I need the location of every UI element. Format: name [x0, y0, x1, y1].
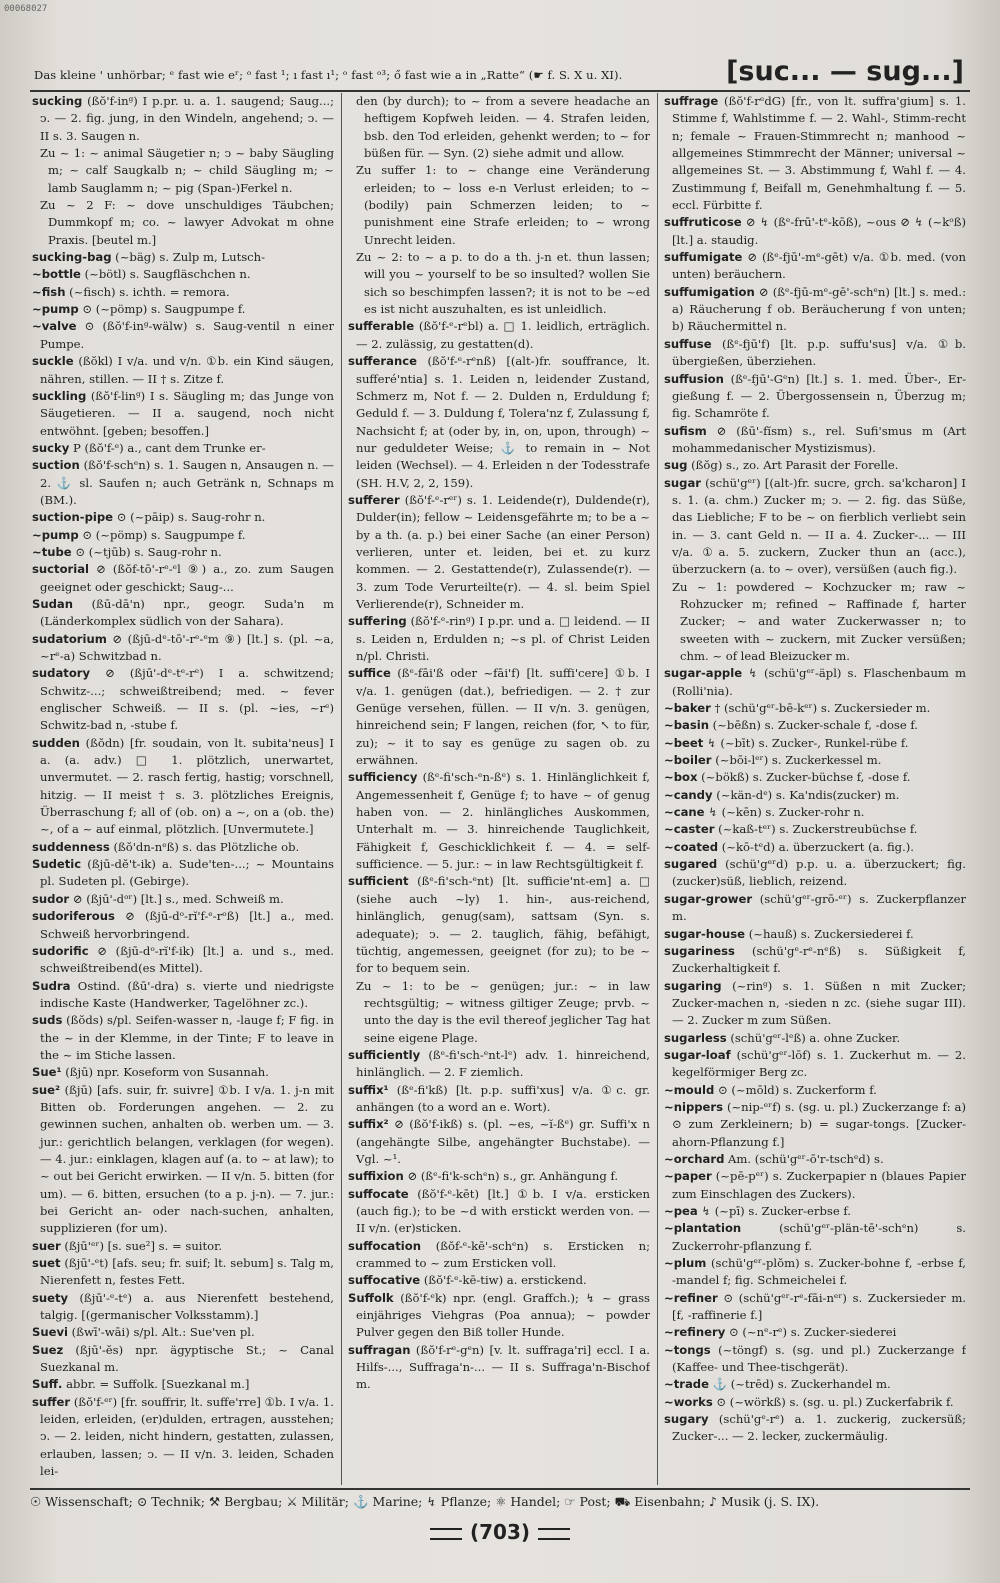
dictionary-entry — [32, 856, 334, 891]
headword: ~pea — [664, 1204, 698, 1218]
entry-text: (ßjū'-ĕs) npr. ägyptische St.; ~ Canal Suezkanal m. — [40, 1342, 334, 1375]
entry-text: (ßᵉ-fjū'-Gᵉn) [lt.] s. 1. med. Über-, Er-gießung f. — 2. Übergossensein n, Überzug m; fig. Schamröte f. — [672, 371, 966, 421]
dictionary-entry — [32, 145, 334, 197]
dictionary-entry — [348, 1238, 650, 1273]
headword: suffuse — [664, 336, 712, 351]
entry-text: ↯ (~bīt) s. Zucker-, Runkel-rübe f. — [703, 735, 909, 750]
symbol-legend: ☉ Wissenschaft; ⊙ Technik; ⚒ Bergbau; ⚔ Militär; ⚓ Marine; ↯ Pflanze; ⚛ Handel; ☞ Post; ⛟ Eisenbahn; ♪ Musik (j. S. IX). — [30, 1494, 820, 1509]
headword: suckle — [32, 354, 74, 369]
headword: suer — [32, 1238, 61, 1253]
headword: Sudetic — [32, 857, 82, 872]
headword: sugaring — [664, 978, 722, 993]
entry-text: (ßjū'-ᵉt) [afs. seu; fr. suif; lt. sebum] s. Talg m, Nierenfett n, festes Fett. — [40, 1256, 334, 1288]
headword: suet — [32, 1256, 61, 1271]
dictionary-entry — [348, 492, 650, 613]
entry-text: ⊘ ↯ (ßᵉ-frū'-tᵉ-kōß), ~ous ⊘ ↯ (~kᵒß) [lt.] a. staudig. — [672, 215, 966, 247]
entry-text: (~bēßn) s. Zucker-schale f, -dose f. — [708, 718, 918, 733]
dictionary-entry — [32, 318, 334, 353]
dictionary-entry — [348, 162, 650, 249]
entry-text: (ßŏ'f-ᵉʳ) [fr. souffrir, lt. suffe'rre] ①b. I v/a. 1. leiden, erleiden, (er)dulden, ertragen, ausstehen; ↄ. — 2. leiden, nicht hindern, gestatten, zulassen, erlauben, lassen; ↄ. — II v/n. 3. leiden, Schaden lei- — [40, 1394, 334, 1479]
dictionary-entry — [32, 249, 334, 266]
entry-text: (~bōi-lᵉʳ) s. Zuckerkessel m. — [711, 753, 882, 768]
dictionary-entry — [664, 735, 966, 752]
dictionary-entry — [348, 1168, 650, 1185]
headword: sugariness — [664, 943, 735, 958]
entry-text: ⊘ (ßŏ'f-ikß) s. (pl. ~es, ~ĭ-ßᵉ) gr. Suffi'x n (angehängte Silbe, angehängter Buchstabe). — Vgl. ~¹. — [356, 1117, 650, 1166]
dictionary-entry — [664, 371, 966, 423]
entry-text: (~töngf) s. (sg. und pl.) Zuckerzange f (Kaffee- und Thee-tischgerät). — [672, 1342, 966, 1375]
dictionary-entry — [664, 1394, 966, 1411]
dictionary-entry — [348, 1082, 650, 1117]
dictionary-entry — [664, 926, 966, 943]
headword: sufferer — [348, 492, 400, 507]
page-number: 703 — [479, 1520, 521, 1544]
dictionary-entry — [32, 1394, 334, 1481]
entry-text: Zu ~ 2 F: ~ dove unschuldiges Täubchen; Dummkopf m; co. ~ lawyer Advokat m ohne Praxis. [beutel m.] — [40, 198, 334, 247]
headword: suffocative — [348, 1273, 421, 1288]
headword: suffix¹ — [348, 1082, 389, 1097]
entry-columns — [32, 93, 970, 1485]
dictionary-entry — [664, 1168, 966, 1203]
dictionary-entry — [348, 1342, 650, 1394]
dictionary-entry — [348, 1116, 650, 1168]
dictionary-entry — [664, 856, 966, 891]
entry-text: ⊘ (ßjū-dᵒ-rĭ'f-ik) [lt.] a. und s., med. schweißtreibend(es Mittel). — [40, 943, 334, 976]
entry-text: P (ßŏ'f-ᵉ) a., cant dem Trunke er- — [69, 440, 266, 455]
headword: sucking-bag — [32, 250, 112, 265]
dictionary-entry — [32, 1376, 334, 1393]
dictionary-entry — [32, 908, 334, 943]
entry-text: abbr. = Suffolk. [Suezkanal m.] — [62, 1377, 250, 1392]
dictionary-entry — [664, 1376, 966, 1393]
headword: suction-pipe — [32, 510, 114, 525]
entry-text: ⊘ (ßᵉ-fjū-mᵉ-gē'-schᵉn) [lt.] s. med.: a) Räucherung f ob. Beräucherung f von unten; b) Räuchermittel n. — [672, 284, 966, 334]
entry-text: ⊙ (schü'gᵉʳ-rᵉ-fāi-nᵉʳ) s. Zuckersieder m. [f, -raffinerie f.] — [672, 1290, 966, 1323]
headword: ~refinery — [664, 1325, 726, 1340]
dictionary-entry — [664, 821, 966, 838]
dictionary-entry — [664, 1151, 966, 1168]
headword: ~valve — [32, 319, 77, 334]
headword: ~plantation — [664, 1221, 742, 1236]
dictionary-entry — [664, 475, 966, 579]
entry-text: (ßŏ'f-ᵉ-rᵉʳ) s. 1. Leidende(r), Duldende(r), Dulder(in); fellow ~ Leidensgefährte m; to be a ~ by a th. (a. p.) bei einer Sache (an einer Person) verlieren, unter et. leiden, bei et. zu kurz kommen. — 2. Gestattende(r), Zulassende(r). — 3. zum Tode Verurteilte(r). — 4. sl. beim Spiel Verlierende(r), Schneider m. — [356, 492, 650, 611]
headword: suffocation — [348, 1238, 421, 1253]
headword: ~orchard — [664, 1151, 725, 1166]
entry-text: ⊙ (~nᵉ-rᵉ) s. Zucker-siederei — [725, 1325, 897, 1340]
headword: sufficiently — [348, 1047, 421, 1062]
entry-text: (ßwī'-wāi) s/pl. Alt.: Sue'ven pl. — [68, 1325, 255, 1340]
headword: Sudra — [32, 978, 71, 993]
headword: sue² — [32, 1082, 61, 1097]
decorative-bars — [430, 1528, 462, 1540]
dictionary-entry — [32, 665, 334, 734]
entry-text: (ßᵉ-fjū'f) [lt. p.p. suffu'sus] v/a. ①b. übergießen, überziehen. — [672, 336, 966, 369]
dictionary-entry — [664, 214, 966, 249]
entry-text: (schü'gᵉʳ-lᵉß) a. ohne Zucker. — [726, 1030, 901, 1045]
dictionary-entry — [664, 1047, 966, 1082]
headword: ~plum — [664, 1256, 707, 1271]
entry-text: Zu ~ 1: to be ~ genügen; jur.: ~ in law rechtsgültig; ~ witness giltiger Zeuge; prvb. ~ unto the day is the evil thereof jeglicher Tag hat seine eigene Plage. — [356, 978, 650, 1045]
pronunciation-guide: Das kleine ' unhörbar; ᵉ fast wie eʳ; ᵒ fast ¹; ı fast ı¹; ᵒ fast ᵒ³; ő fast wie a in „Ratte“ (☛ f. S. X u. XI). — [34, 68, 623, 82]
dictionary-entry — [664, 457, 966, 474]
headword: ~boiler — [664, 753, 712, 768]
headword: ~bottle — [32, 267, 81, 282]
headword: ~pump — [32, 302, 79, 317]
dictionary-entry — [664, 1290, 966, 1325]
entry-text: Zu ~ 1: ~ animal Säugetier n; ↄ ~ baby Säugling m; ~ calf Saugkalb n; ~ child Säugling m; ~ lamb Sauglamm n; ~ pig (Span-)Ferkel n. — [40, 146, 334, 195]
entry-text: ⊙ (~pömp) s. Saugpumpe f. — [78, 527, 246, 542]
entry-text: (ßŏ'f-ᵉ-rᵉnß) [(alt-)fr. souffrance, lt. sufferé'ntia] s. 1. Leiden n, leidender Zustand, Schmerz m, Not f. — 2. Dulden n, Erduldung f; Geduld f. — 3. Duldung f, Tolera'nz f, Zulassung f, Nachsicht f; at (oder by, in, on, upon, through) ~ nur geduldeter Weise; ⚓ to remain in ~ Not leiden (Wechsel). — 4. Erleiden n der Todesstrafe (SH. H.V, 2, 2, 159). — [356, 354, 650, 490]
headword: ~refiner — [664, 1290, 718, 1305]
dictionary-entry — [32, 1082, 334, 1238]
dictionary-entry — [32, 509, 334, 526]
headword: sudorific — [32, 943, 89, 958]
headword: Suevi — [32, 1325, 68, 1340]
dictionary-entry — [664, 579, 966, 666]
entry-text: (ßŏg) s., zo. Art Parasit der Forelle. — [687, 458, 899, 473]
entry-text: (ßᵉ-fi'sch-ᵉnt-lᵉ) adv. 1. hinreichend, hinlänglich. — 2. F ziemlich. — [356, 1047, 650, 1080]
entry-text: ⊙ (~mōld) s. Zuckerform f. — [714, 1082, 877, 1097]
entry-text: (ßŏ'f-linᵍ) I s. Säugling m; das Junge von Säugetieren. — II a. saugend, noch nicht entwöhnt. [geben; besoffen.] — [40, 388, 334, 438]
entry-text: (schü'gᵉʳd) p.p. u. a. überzuckert; fig. (zucker)süß, lieblich, reizend. — [672, 857, 966, 889]
dictionary-entry — [664, 1030, 966, 1047]
entry-text: ⊙ (~wörkß) s. (sg. u. pl.) Zuckerfabrik f. — [712, 1394, 954, 1409]
headword: suffumigation — [664, 284, 755, 299]
headword: Suez — [32, 1342, 64, 1357]
headword: suffering — [348, 614, 407, 629]
entry-text: (schü'gᵉʳ-plŏm) s. Zucker-bohne f, -erbse f, -mandel f; fig. Schmeichelei f. — [672, 1256, 966, 1288]
headword: ~works — [664, 1394, 713, 1409]
headword: suffruticose — [664, 215, 742, 230]
entry-text: (schü'gᵉʳ-plän-tē'-schᵉn) s. Zuckerrohr-pflanzung f. — [672, 1221, 966, 1253]
column-2 — [348, 93, 650, 1485]
dictionary-entry — [664, 423, 966, 458]
dictionary-entry — [664, 787, 966, 804]
headword: ~trade — [664, 1377, 709, 1392]
entry-text: (ßŏ'f-ᵉk) npr. (engl. Graffch.); ↯ ~ grass einjähriges Viehgras (Poa annua); ~ powder Pulver gegen den Biß toller Hunde. — [356, 1290, 650, 1340]
entry-text: (~kaß-tᵉʳ) s. Zuckerstreubüchse f. — [714, 822, 918, 837]
entry-text: (~kän-dᵉ) s. Ka'ndis(zucker) m. — [712, 787, 900, 802]
entry-text: (~nip-ᵉʳf) s. (sg. u. pl.) Zuckerzange f: a) ⊙ zum Zerkleinern; b) = sugar-tongs. [Zucker-ahorn-Pflanzung f.] — [672, 1099, 966, 1149]
entry-text: (schü'gᵉ-rᵉ-nᵉß) s. Süßigkeit f, Zuckerhaltigkeit f. — [672, 943, 966, 976]
headword: sugar-house — [664, 926, 746, 941]
dictionary-entry — [32, 891, 334, 908]
scan-id: 00068027 — [4, 4, 48, 14]
dictionary-entry — [348, 249, 650, 318]
entry-text: (ßjū'ᵉʳ) [s. sue²] s. = suitor. — [60, 1238, 223, 1253]
dictionary-entry — [664, 769, 966, 786]
entry-text: (schü'gᵉ-rᵉ) a. 1. zuckerig, zuckersüß; Zucker-... — 2. lecker, zuckermäulig. — [672, 1412, 966, 1444]
dictionary-entry — [32, 1255, 334, 1290]
dictionary-entry — [664, 978, 966, 1030]
entry-text: ⊘ (ßᵉ-fi'k-schᵉn) s., gr. Anhängung f. — [403, 1169, 619, 1184]
entry-text: (~pē-pᵉʳ) s. Zuckerpapier n (blaues Papier zum Einschlagen des Zuckers). — [672, 1169, 966, 1201]
entry-text: Ostind. (ßū'-dra) s. vierte und niedrigste indische Kaste (Handwerker, Tagelöhner zc.). — [40, 978, 334, 1010]
dictionary-entry — [664, 1082, 966, 1099]
dictionary-entry — [664, 336, 966, 371]
headword: sudor — [32, 891, 70, 906]
entry-text: ⚓ (~trēd) s. Zuckerhandel m. — [708, 1377, 891, 1392]
dictionary-entry — [32, 1238, 334, 1255]
headword: suffixion — [348, 1169, 404, 1184]
headword: sugarless — [664, 1030, 727, 1045]
headword: sugar-grower — [664, 891, 753, 906]
headword: suction — [32, 458, 80, 473]
dictionary-entry — [664, 839, 966, 856]
dictionary-entry — [664, 717, 966, 734]
headword: ~tube — [32, 544, 72, 559]
entry-text: (ßjū'-ᵉ-tᵉ) a. aus Nierenfett bestehend, talgig. [(germanischer Volksstamm).] — [40, 1290, 334, 1323]
dictionary-entry — [664, 943, 966, 978]
dictionary-entry — [664, 700, 966, 717]
entry-text: Zu suffer 1: to ~ change eine Veränderung erleiden; to ~ loss e-n Verlust erleiden; to ~ (bodily) pain Schmerzen leiden; to ~ punishment eine Strafe erleiden; to ~ wrong Unrecht leiden. — [356, 163, 650, 247]
dictionary-entry — [664, 1203, 966, 1220]
headword: suffrage — [664, 94, 719, 108]
entry-text: (ßjū) npr. Koseform von Susannah. — [61, 1065, 269, 1080]
entry-text: (ßŏ'f-ᵉ-rᵉbl) a. □ 1. leidlich, erträglich. — 2. zulässig, zu gestatten(d). — [356, 319, 650, 351]
headword: ~pump — [32, 527, 79, 542]
headword: ~fish — [32, 284, 66, 299]
entry-text: ⊙ (~tjūb) s. Saug-rohr n. — [71, 544, 222, 559]
headword: sufferable — [348, 319, 415, 334]
entry-text: (ßjū-dĕ't-ik) a. Sude'ten-...; ~ Mountains pl. Sudeten pl. (Gebirge). — [40, 857, 334, 889]
dictionary-entry — [348, 1272, 650, 1289]
headword: Suffolk — [348, 1290, 394, 1305]
entry-text: Zu ~ 2: to ~ a p. to do a th. j-n et. thun lassen; will you ~ yourself to be so insulted? wollen Sie sich so beschimpfen lassen?; it is not to be ~ed es ist nicht auszuhalten, es ist unleidlich. — [356, 250, 650, 317]
headword: ~mould — [664, 1082, 715, 1097]
entry-text: (ßŏ'f-rᵉdG) [fr., von lt. suffra'gium] s. 1. Stimme f, Wahlstimme f. — 2. Wahl-, Stimm-recht n; female ~ Frauen-Stimmrecht n; manhood ~ allgemeines Stimmrecht der Männer; universal ~ allgemeines St. — 3. Abstimmung f, Wahl f. — 4. Zustimmung f, Beifall m, Genehmhaltung f. — 5. eccl. Fürbitte f. — [672, 94, 966, 213]
entry-text: (ßū-dā'n) npr., geogr. Suda'n m (Länderkomplex südlich von der Sahara). — [40, 596, 334, 629]
entry-text: ⊘ (ßū'-fĭsm) s., rel. Sufi'smus m (Art mohammedanischer Mystizismus). — [672, 423, 966, 455]
headword: suddenness — [32, 839, 110, 854]
headword: sugar-loaf — [664, 1047, 731, 1062]
headword: suffragan — [348, 1342, 411, 1357]
headword: sufism — [664, 423, 707, 438]
headword: suctorial — [32, 562, 90, 577]
dictionary-entry — [348, 665, 650, 769]
dictionary-entry — [664, 891, 966, 926]
entry-text: (~bökß) s. Zucker-büchse f, -dose f. — [697, 770, 911, 785]
headword: sucky — [32, 440, 70, 455]
headword: sug — [664, 458, 688, 473]
headword: suds — [32, 1013, 63, 1028]
entry-text: (schü'gᵉʳ) [(alt-)fr. sucre, grch. sa'kcharon] I s. 1. (a. chm.) Zucker m; ↄ. — 2. fig. das Süße, das Liebliche; F to be ~ on fierblich verliebt sein in. — 3. cant Geld n. — II a. 4. Zucker-... — III v/a. ①a. 5. zuckern, Zucker thun an (acc.), überzuckern (a. to ~ over), versüßen (auch fig.). — [672, 475, 966, 577]
dictionary-entry — [32, 943, 334, 978]
entry-text: ↯ (~pī) s. Zucker-erbse f. — [697, 1204, 851, 1218]
headword: sudoriferous — [32, 909, 115, 924]
page-number-area: (703) — [0, 1520, 1000, 1560]
dictionary-entry — [32, 440, 334, 457]
headword: suffer — [32, 1394, 71, 1409]
decorative-bars — [538, 1528, 570, 1540]
column-1 — [32, 93, 334, 1485]
dictionary-entry — [348, 1047, 650, 1082]
entry-text: (ßŏ'f-inᵍ) I p.pr. u. a. 1. saugend; Saug...; ↄ. — 2. fig. jung, in den Windeln, angehend; ↄ. — II s. 3. Saugen n. — [40, 94, 334, 143]
entry-range: [suc... — sug...] — [726, 56, 964, 87]
dictionary-entry — [348, 1186, 650, 1238]
dictionary-entry — [32, 561, 334, 596]
dictionary-entry — [32, 544, 334, 561]
headword: sufferance — [348, 354, 417, 369]
headword: sufficient — [348, 874, 409, 889]
headword: ~basin — [664, 718, 709, 733]
headword: suffice — [348, 666, 391, 681]
entry-text: ⊘ (ßjū'-dᵉ-tᵉ-rᵉ) I a. schwitzend; Schwitz-...; schweißtreibend; med. ~ fever englischer Schweiß. — II s. (pl. ~ies, ~rᵉ) Schwitz-bad n, -stube f. — [40, 666, 334, 733]
dictionary-entry — [664, 249, 966, 284]
headword: ~nippers — [664, 1099, 724, 1114]
dictionary-entry — [32, 266, 334, 283]
entry-text: (~kō-tᵉd) a. überzuckert (a. fig.). — [718, 839, 914, 854]
dictionary-entry — [32, 735, 334, 839]
headword: suffumigate — [664, 250, 743, 265]
headword: ~box — [664, 770, 698, 785]
headword: sugary — [664, 1412, 709, 1427]
headword: suffocate — [348, 1186, 409, 1201]
dictionary-entry — [32, 301, 334, 318]
entry-text: (ßᵉ-fi'kß) [lt. p.p. suffi'xus] v/a. ①c. gr. anhängen (to a word an e. Wort). — [356, 1082, 650, 1114]
entry-text: ↯ (schü'gᵉʳ-äpl) s. Flaschenbaum m (Rolli'nia). — [672, 666, 966, 698]
entry-text: (~bötl) s. Saugfläschchen n. — [80, 267, 251, 282]
column-3 — [664, 93, 966, 1485]
headword: sugared — [664, 857, 718, 872]
headword: Suff. — [32, 1377, 63, 1392]
headword: ~candy — [664, 787, 713, 802]
headword: suety — [32, 1290, 69, 1305]
headword: ~baker — [664, 701, 711, 716]
dictionary-entry — [348, 318, 650, 353]
headword: sugar-apple — [664, 666, 743, 681]
entry-text: ⊙ (~pömp) s. Saugpumpe f. — [78, 302, 246, 317]
footer-rule — [30, 1488, 970, 1490]
dictionary-entry — [32, 457, 334, 509]
dictionary-entry — [664, 1342, 966, 1377]
entry-text: ↯ (~kēn) s. Zucker-rohr n. — [704, 805, 865, 820]
headword: sudden — [32, 735, 80, 750]
dictionary-entry — [348, 769, 650, 873]
dictionary-entry — [664, 1255, 966, 1290]
entry-text: (ßᵉ-fi'sch-ᵉnt) [lt. sufficie'nt-em] a. □ (siehe auch ~ly) 1. hin-, aus-reichend, hinlänglich, genug(sam), sattsam (Syn. s. adequate); ↄ. — 2. tauglich, fähig, befähigt, tüchtig, angemessen, geeignet (for zu); to be ~ for to bequem sein. — [356, 874, 650, 976]
entry-text: (ßŏ'f-ᵉ-kēt) [lt.] ①b. I v/a. ersticken (auch fig.); to be ~d with erstickt werden von. — II v/n. (er)sticken. — [356, 1186, 650, 1236]
headword: sucking — [32, 94, 83, 108]
page-header — [30, 54, 970, 92]
dictionary-entry — [348, 613, 650, 665]
dictionary-entry — [32, 1012, 334, 1064]
dictionary-entry — [664, 804, 966, 821]
entry-text: † (schü'gᵉʳ-bē-kᵉʳ) s. Zuckersieder m. — [710, 701, 931, 716]
entry-text: (ßŏ'f-rᵉ-gᵉn) [v. lt. suffraga'ri] eccl. I a. Hilfs-..., Suffraga'n-... — II s. Suffraga'n-Bischof m. — [356, 1342, 650, 1392]
dictionary-entry — [32, 284, 334, 301]
headword: Sudan — [32, 596, 73, 611]
entry-text: ⊙ (~pāip) s. Saug-rohr n. — [113, 510, 266, 525]
headword: suffusion — [664, 371, 724, 386]
column-divider — [657, 93, 658, 1485]
entry-text: (~hauß) s. Zuckersiederei f. — [745, 926, 914, 941]
headword: sufficiency — [348, 770, 418, 785]
dictionary-entry — [32, 1290, 334, 1325]
entry-text: (ßŏ'dn-nᵉß) s. das Plötzliche ob. — [109, 839, 300, 854]
entry-text: ⊙ (ßŏ'f-inᵍ-wälw) s. Saug-ventil n einer Pumpe. — [40, 319, 334, 351]
dictionary-entry — [32, 388, 334, 440]
dictionary-entry — [664, 752, 966, 769]
dictionary-entry — [32, 93, 334, 145]
dictionary-entry — [32, 1064, 334, 1081]
entry-text: (ßᵉ-fāi'ß oder ~fāi'f) [lt. suffi'cere] ①b. I v/a. 1. genügen (dat.), befriedigen. — 2. † zur Genüge versehen, füllen. — II v/n. 3. genügen, hinreichend sein; F langen, reichen (for, ↖ to für, zu); ~ it to say es genüge zu sagen ob. zu erwähnen. — [356, 666, 650, 768]
headword: ~paper — [664, 1169, 712, 1184]
headword: ~tongs — [664, 1342, 711, 1357]
column-divider — [341, 93, 342, 1485]
dictionary-entry — [664, 1099, 966, 1151]
headword: ~beet — [664, 735, 704, 750]
headword: sudatory — [32, 666, 91, 681]
dictionary-entry — [32, 1324, 334, 1341]
dictionary-entry — [664, 1411, 966, 1446]
entry-text: ⊘ (ßjū'-dᵒʳ) [lt.] s., med. Schweiß m. — [69, 891, 284, 906]
headword: suckling — [32, 388, 87, 403]
entry-text: Am. (schü'gᵉʳ-ō'r-tschᵉd) s. — [724, 1151, 884, 1166]
entry-text: (schü'gᵉʳ-lōf) s. 1. Zuckerhut m. — 2. kegelförmiger Berg zc. — [672, 1047, 966, 1080]
entry-text: (ßŏkl) I v/a. und v/n. ①b. ein Kind säugen, nähren, stillen. — II † s. Zitze f. — [40, 354, 334, 386]
headword: Sue¹ — [32, 1065, 62, 1080]
dictionary-entry — [32, 839, 334, 856]
dictionary-entry — [348, 353, 650, 492]
dictionary-entry — [348, 978, 650, 1047]
entry-text: (ßŏ'f-ᵉ-kē-tiw) a. erstickend. — [420, 1273, 587, 1288]
dictionary-entry — [664, 665, 966, 700]
dictionary-entry — [664, 1220, 966, 1255]
entry-text: (ßŏdn) [fr. soudain, von lt. subita'neus] I a. (a. adv.) □ 1. plötzlich, unerwartet, unvermutet. — 2. rasch fertig, hastig; vorschnell, hitzig. — II meist † s. 3. plötzliches Ereignis, Überraschung f; all of (ob. on) a ~, on a (ob. the) ~, of a ~ auf einmal, plötzlich. [Unvermutete.] — [40, 735, 334, 837]
dictionary-entry — [664, 284, 966, 336]
headword: suffix² — [348, 1117, 389, 1132]
headword: ~coated — [664, 839, 719, 854]
dictionary-entry — [32, 1342, 334, 1377]
entry-text: (ßŏf-ᵉ-kē'-schᵉn) s. Ersticken n; crammed to ~ zum Ersticken voll. — [356, 1238, 650, 1271]
dictionary-entry — [32, 978, 334, 1013]
entry-text: ⊘ (ßjū-dᵒ-rĭ'f-ᵉ-rᵒß) [lt.] a., med. Schweiß hervorbringend. — [40, 909, 334, 941]
headword: ~cane — [664, 805, 705, 820]
headword: sugar — [664, 475, 701, 490]
dictionary-entry — [32, 631, 334, 666]
entry-text: (~bäg) s. Zulp m, Lutsch- — [111, 250, 266, 265]
entry-text: ⊘ (ßjū-dᵉ-tō'-rᵉ-ᵉm ⑨) [lt.] s. (pl. ~a, ~rᵉ-a) Schwitzbad n. — [40, 631, 334, 663]
dictionary-entry — [32, 197, 334, 249]
entry-text: (ßᵉ-fi'sch-ᵉn-ßᵉ) s. 1. Hinlänglichkeit f, Angemessenheit f, Genüge f; to have ~ of genug haben von. — 2. hinlängliches Auskommen, Unterhalt m. — 3. hinreichende Tauglichkeit, Fähigkeit f, Geschicklichkeit f. — 4. = self-sufficience. — 5. jur.: ~ in law Rechtsgültigkeit f. — [356, 770, 650, 872]
entry-text: ⊘ (ßŏf-tō'-rᵉ-ᵉl ⑨) a., zo. zum Saugen geeignet oder geschickt; Saug-... — [40, 562, 334, 594]
entry-text: (schü'gᵉʳ-grō-ᵉʳ) s. Zuckerpflanzer m. — [672, 891, 966, 924]
headword: ~caster — [664, 822, 715, 837]
entry-text: (ßŏds) s/pl. Seifen-wasser n, -lauge f; F fig. in the ~ in der Klemme, in der Tinte; F to leave in the ~ im Stiche lassen. — [40, 1013, 334, 1062]
entry-text: (ßjū) [afs. suir, fr. suivre] ①b. I v/a. 1. j-n mit Bitten ob. Forderungen angehen. — 2. zu gewinnen suchen, anhalten ob. werben um. — 3. jur.: gerichtlich belangen, verklagen (for wegen). — 4. jur.: einklagen, klagen auf (a. to ~ at law); to ~ out bei Gericht erwirken. — II v/n. 5. bitten (for um). — 6. bitten, ersuchen (to a p. j-n). — 7. jur.: bei Gericht an- oder nach-suchen, anhalten, supplizieren (for um). — [40, 1082, 334, 1236]
dictionary-entry — [32, 527, 334, 544]
dictionary-entry — [348, 873, 650, 977]
dictionary-entry — [348, 93, 650, 162]
dictionary-entry — [32, 353, 334, 388]
dictionary-entry — [348, 1290, 650, 1342]
headword: sudatorium — [32, 631, 107, 646]
entry-text: (~rinᵍ) s. 1. Süßen n mit Zucker; Zucker-machen n, -sieden n zc. (siehe sugar III). — 2. Zucker m zum Süßen. — [672, 978, 966, 1028]
dictionary-entry — [664, 1324, 966, 1341]
entry-text: (~fisch) s. ichth. = remora. — [65, 284, 230, 299]
dictionary-entry — [32, 596, 334, 631]
entry-text: Zu ~ 1: powdered ~ Kochzucker m; raw ~ Rohzucker m; refined ~ Raffinade f, harter Zucker; ~ and water Zuckerwasser n; to sweeten with ~ zuckern, mit Zucker versüßen; chm. ~ of lead Bleizucker m. — [672, 579, 966, 663]
entry-text: den (by durch); to ~ from a severe headache an heftigem Kopfweh leiden. — 4. Strafen leiden, bsb. den Tod erleiden, gehenkt werden; to ~ for büßen für. — Syn. (2) siehe admit und allow. — [356, 94, 650, 161]
entry-text: (ßŏ'f-ᵉ-rinᵍ) I p.pr. und a. □ leidend. — II s. Leiden n, Erdulden n; ~s pl. of Christ Leiden n/pl. Christi. — [356, 614, 650, 663]
dictionary-entry — [664, 93, 966, 214]
entry-text: (ßŏ'f-schᵉn) s. 1. Saugen n, Ansaugen n. — 2. ⚓ sl. Saufen n; auch Getränk n, Schnaps m (BM.). — [40, 458, 334, 507]
entry-text: ⊘ (ßᵉ-fjū'-mᵉ-gēt) v/a. ①b. med. (von unten) beräuchern. — [672, 250, 966, 282]
